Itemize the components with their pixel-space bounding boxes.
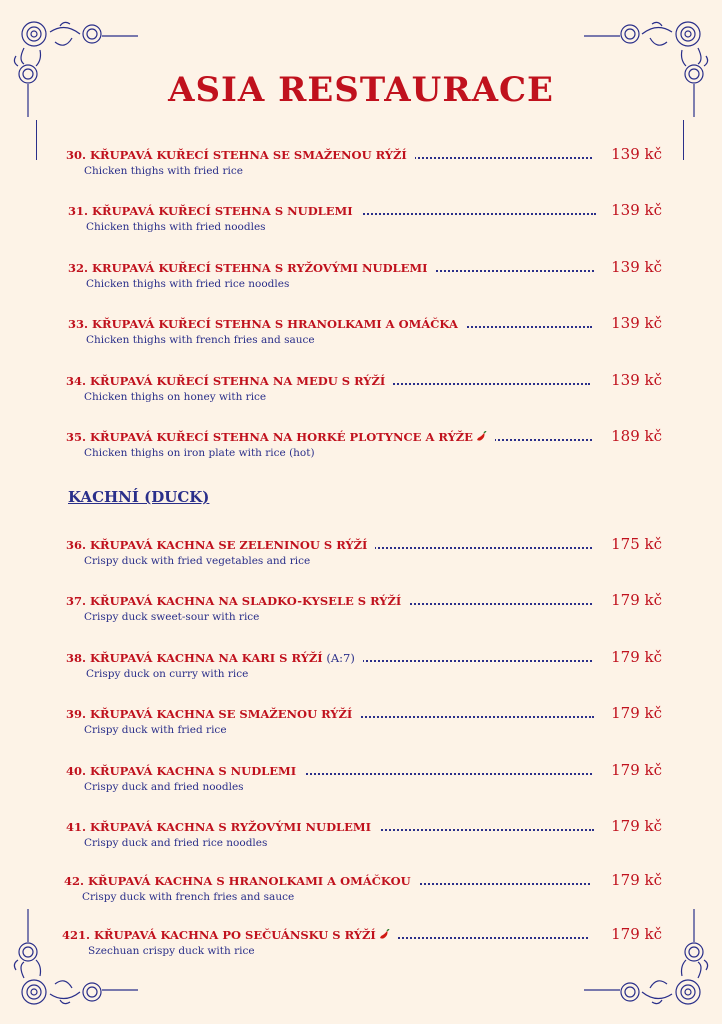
menu-item-name bbox=[66, 430, 495, 446]
menu-item-description: Chicken thighs with fried rice noodles bbox=[86, 278, 290, 290]
chili-pepper-icon bbox=[378, 929, 390, 944]
menu-item bbox=[0, 704, 722, 747]
menu-item bbox=[0, 314, 722, 357]
menu-item-name bbox=[66, 538, 375, 552]
menu-item-price: 189 kč bbox=[611, 427, 662, 445]
menu-item-description: Crispy duck with fried rice bbox=[84, 724, 227, 736]
chili-pepper-icon bbox=[475, 431, 487, 446]
menu-item-price: 179 kč bbox=[611, 761, 662, 779]
menu-item-name-text: 41. KŘUPAVÁ KACHNA S RYŽOVÝMI NUDLEMI bbox=[66, 820, 372, 834]
menu-item bbox=[0, 591, 722, 634]
menu-item-name bbox=[66, 764, 304, 778]
menu-item-description: Chicken thighs with french fries and sauce bbox=[86, 334, 315, 346]
menu-item bbox=[0, 145, 722, 188]
menu-item-description: Crispy duck and fried noodles bbox=[84, 781, 244, 793]
menu-item bbox=[0, 258, 722, 301]
allergen-code: (A:7) bbox=[322, 651, 355, 665]
menu-item-name bbox=[66, 148, 415, 162]
menu-item bbox=[0, 925, 722, 968]
menu-item bbox=[0, 371, 722, 414]
menu-item-name bbox=[64, 874, 419, 888]
menu-item-name-text: 37. KŘUPAVÁ KACHNA NA SLADKO-KYSELE S RÝŽÍ bbox=[66, 594, 402, 608]
page-title: ASIA RESTAURACE bbox=[168, 70, 554, 110]
menu-item bbox=[0, 535, 722, 578]
menu-item-price: 175 kč bbox=[611, 535, 662, 553]
menu-item-name-text: 40. KŘUPAVÁ KACHNA S NUDLEMI bbox=[66, 764, 297, 778]
menu-item-name-text: 33. KŘUPAVÁ KUŘECÍ STEHNA S HRANOLKAMI A OMÁČKA bbox=[68, 317, 458, 331]
menu-item-name bbox=[68, 204, 361, 218]
menu-item-name-text: 38. KŘUPAVÁ KACHNA NA KARI S RÝŽÍ bbox=[66, 651, 323, 665]
menu-item-description: Crispy duck and fried rice noodles bbox=[84, 837, 268, 849]
menu-item-price: 179 kč bbox=[611, 704, 662, 722]
menu-item-name bbox=[66, 594, 409, 608]
menu-item-description: Chicken thighs with fried noodles bbox=[86, 221, 266, 233]
menu-item-description: Crispy duck with french fries and sauce bbox=[82, 891, 295, 903]
menu-item bbox=[0, 648, 722, 691]
menu-item-name bbox=[66, 820, 379, 834]
menu-item-name bbox=[62, 928, 398, 944]
menu-item-name-text: 30. KŘUPAVÁ KUŘECÍ STEHNA SE SMAŽENOU RÝŽÍ bbox=[66, 148, 407, 162]
menu-item-price: 179 kč bbox=[611, 591, 662, 609]
menu-item-description: Crispy duck on curry with rice bbox=[86, 668, 249, 680]
menu-item-name-text: 32. KRUPAVÁ KUŘECÍ STEHNA S RYŽOVÝMI NUDLEMI bbox=[68, 261, 428, 275]
menu-item-price: 179 kč bbox=[611, 925, 662, 943]
menu-item-name-text: 35. KŘUPAVÁ KUŘECÍ STEHNA NA HORKÉ PLOTYNCE A RÝŽE bbox=[66, 430, 473, 444]
menu-item-price: 139 kč bbox=[611, 314, 662, 332]
menu-item-name bbox=[68, 317, 466, 331]
menu-item-price: 139 kč bbox=[611, 201, 662, 219]
menu-item bbox=[0, 427, 722, 470]
menu-item-price: 139 kč bbox=[611, 258, 662, 276]
menu-item bbox=[0, 761, 722, 804]
menu-item-price: 179 kč bbox=[611, 871, 662, 889]
menu-item-description: Crispy duck with fried vegetables and rice bbox=[84, 555, 311, 567]
menu-item bbox=[0, 817, 722, 860]
menu-item-price: 139 kč bbox=[611, 371, 662, 389]
menu-item-price: 139 kč bbox=[611, 145, 662, 163]
menu-item-name-text: 421. KŘUPAVÁ KACHNA PO SEČUÁNSKU S RÝŽÍ bbox=[62, 928, 376, 942]
menu-item bbox=[0, 201, 722, 244]
menu-item-name-text: 31. KŘUPAVÁ KUŘECÍ STEHNA S NUDLEMI bbox=[68, 204, 353, 218]
menu-item-description: Chicken thighs with fried rice bbox=[84, 165, 243, 177]
menu-item-price: 179 kč bbox=[611, 648, 662, 666]
section-heading-duck: KACHNÍ (DUCK) bbox=[68, 488, 210, 506]
menu-item-name bbox=[66, 651, 363, 665]
menu-item-name-text: 39. KŘUPAVÁ KACHNA SE SMAŽENOU RÝŽÍ bbox=[66, 707, 353, 721]
menu-item-name-text: 42. KŘUPAVÁ KACHNA S HRANOLKAMI A OMÁČKOU bbox=[64, 874, 411, 888]
menu-item-price: 179 kč bbox=[611, 817, 662, 835]
menu-item-name bbox=[66, 374, 393, 388]
menu-item-description: Chicken thighs on iron plate with rice (hot) bbox=[84, 447, 315, 459]
menu-item-name bbox=[68, 261, 436, 275]
menu-item bbox=[0, 871, 722, 914]
menu-item-description: Szechuan crispy duck with rice bbox=[88, 945, 255, 957]
menu-item-name-text: 36. KŘUPAVÁ KACHNA SE ZELENINOU S RÝŽÍ bbox=[66, 538, 368, 552]
menu-item-description: Chicken thighs on honey with rice bbox=[84, 391, 267, 403]
menu-item-name bbox=[66, 707, 360, 721]
menu-item-name-text: 34. KŘUPAVÁ KUŘECÍ STEHNA NA MEDU S RÝŽÍ bbox=[66, 374, 386, 388]
menu-item-description: Crispy duck sweet-sour with rice bbox=[84, 611, 260, 623]
